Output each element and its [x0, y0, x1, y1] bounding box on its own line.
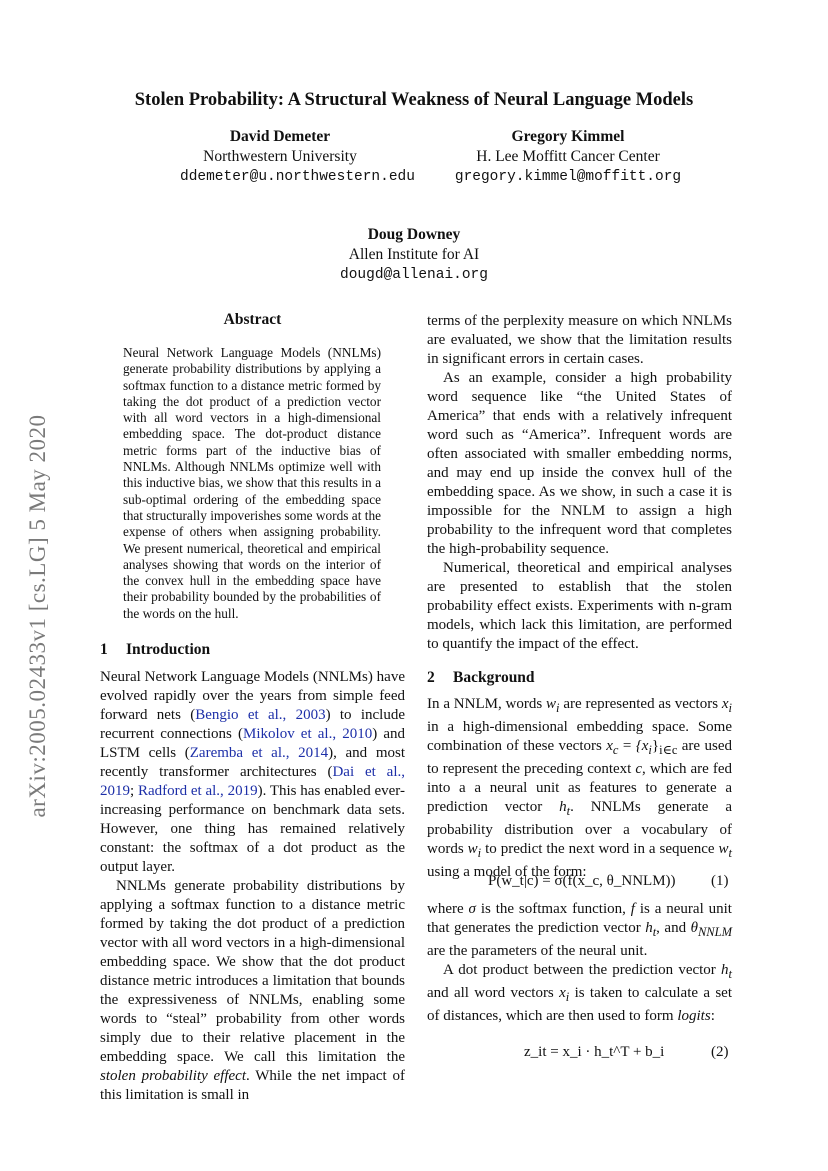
- section-heading: 2 Background: [427, 669, 535, 686]
- paragraph: where σ is the softmax function, f is a neural unit that generates the prediction vector $h_t$, and $\theta_{NNLM}$ are the parameters of the neural unit.: [427, 901, 732, 959]
- equation-1: P(w_t|c) = σ(f(x_c, θ_NNLM)): [488, 873, 676, 889]
- equation-number: (1): [711, 873, 729, 889]
- right-column: [427, 312, 732, 882]
- author-affiliation: H. Lee Moffitt Cancer Center: [476, 148, 660, 165]
- paragraph: In a NNLM, words $w_i$ are represented as vectors $x_i$ in a high-dimensional embedding space. Some combination of these vectors $x_c = \{x_i\}_{i\in c}$ are used to represent the preceding context c, which are fed into a a neural unit as features to generate a prediction vector $h_t$. NNLMs generate a probability distribution over a vocabulary of words $w_i$ to predict the next word in a sequence $w_t$ using a model of the form:: [427, 696, 733, 880]
- abstract-heading: Abstract: [223, 311, 282, 328]
- author-block: [418, 127, 718, 187]
- citation-link[interactable]: Zaremba et al., 2014: [189, 745, 329, 761]
- author-email: ddemeter@u.northwestern.edu: [180, 169, 415, 185]
- arxiv-identifier: arXiv:2005.02433v1 [cs.LG] 5 May 2020: [25, 414, 50, 818]
- paper-title: Stolen Probability: A Structural Weakness of Neural Language Models: [134, 90, 694, 110]
- citation-link[interactable]: Radford et al., 2019: [137, 783, 258, 799]
- section-heading: 1 Introduction: [100, 641, 211, 658]
- paragraph: Neural Network Language Models (NNLMs) have evolved rapidly over the years from simple feed forward nets (Bengio et al., 2003) to include recurrent connections (Mikolov et al., 2010) and LSTM cells (Zaremba et al., 2014), and most recently transformer architectures (Dai et al., 2019; Radford et al., 2019). This has enabled ever-increasing performance on benchmark data sets. However, one thing has remained relatively constant: the softmax of a dot product as the output layer.: [100, 669, 405, 875]
- equation-2: z_it = x_i · h_t^T + b_i: [524, 1044, 665, 1060]
- paragraph: NNLMs generate probability distributions by applying a softmax function to a distance metric formed by taking the dot product of a prediction vector with all word vectors in a high-dimensional embedding space. We show that the dot product distance metric introduces a limitation that bounds the expressiveness of NNLMs, enabling some words to “steal” probability from other words simply due to their relative placement in the embedding space. We call this limitation the stolen probability effect. While the net impact of this limitation is small in: [100, 878, 405, 1103]
- author-affiliation: Allen Institute for AI: [348, 246, 480, 263]
- author-block: [180, 127, 415, 187]
- section-introduction: [100, 640, 405, 1105]
- author-email: gregory.kimmel@moffitt.org: [454, 169, 682, 185]
- right-column-continued: [427, 900, 732, 1026]
- abstract-text: Neural Network Language Models (NNLMs) generate probability distributions by applying a softmax function to a distance metric formed by taking the dot product of a prediction vector with all word vectors in a high-dimensional embedding space. The dot-product distance metric forms part of the inductive bias of NNLMs. Although NNLMs optimize well with this inductive bias, we show that this results in a sub-optimal ordering of the embedding space that structurally impoverishes some words at the expense of others when assigning probability. We present numerical, theoretical and empirical analyses showing that words on the interior of the convex hull in the embedding space have their probability bounded by the probabilities of the words on the hull.: [123, 345, 381, 621]
- citation-link[interactable]: Bengio et al., 2003: [195, 707, 326, 723]
- citation-link[interactable]: Dai et al., 2019: [100, 764, 405, 799]
- paragraph: terms of the perplexity measure on which NNLMs are evaluated, we show that the limitation results in significant errors in certain cases.: [427, 313, 732, 367]
- paragraph: As an example, consider a high probability word sequence like “the United States of America” that ends with a relatively infrequent word such as “America”. Infrequent words are often associated with smaller embedding norms, and may end up inside the convex hull of the embedding space. As we show, in such a case it is impossible for the NNLM to assign a high probability to the infrequent word that completes the high-probability sequence.: [427, 370, 732, 557]
- author-name: David Demeter: [229, 128, 331, 145]
- author-name: Doug Downey: [367, 226, 461, 243]
- equation-number: (2): [711, 1044, 729, 1060]
- paragraph: A dot product between the prediction vector $h_t$ and all word vectors $x_i$ is taken to calculate a set of distances, which are then used to form logits:: [427, 962, 732, 1024]
- citation-link[interactable]: Mikolov et al., 2010: [243, 726, 373, 742]
- paragraph: Numerical, theoretical and empirical analyses are presented to establish that the stolen probability effect exists. Experiments with n-gram models, which lack this limitation, are performed to quantify the impact of the effect.: [427, 560, 732, 652]
- author-affiliation: Northwestern University: [203, 148, 357, 165]
- author-name: Gregory Kimmel: [511, 128, 625, 145]
- author-block: [264, 225, 564, 285]
- author-email: dougd@allenai.org: [340, 267, 488, 283]
